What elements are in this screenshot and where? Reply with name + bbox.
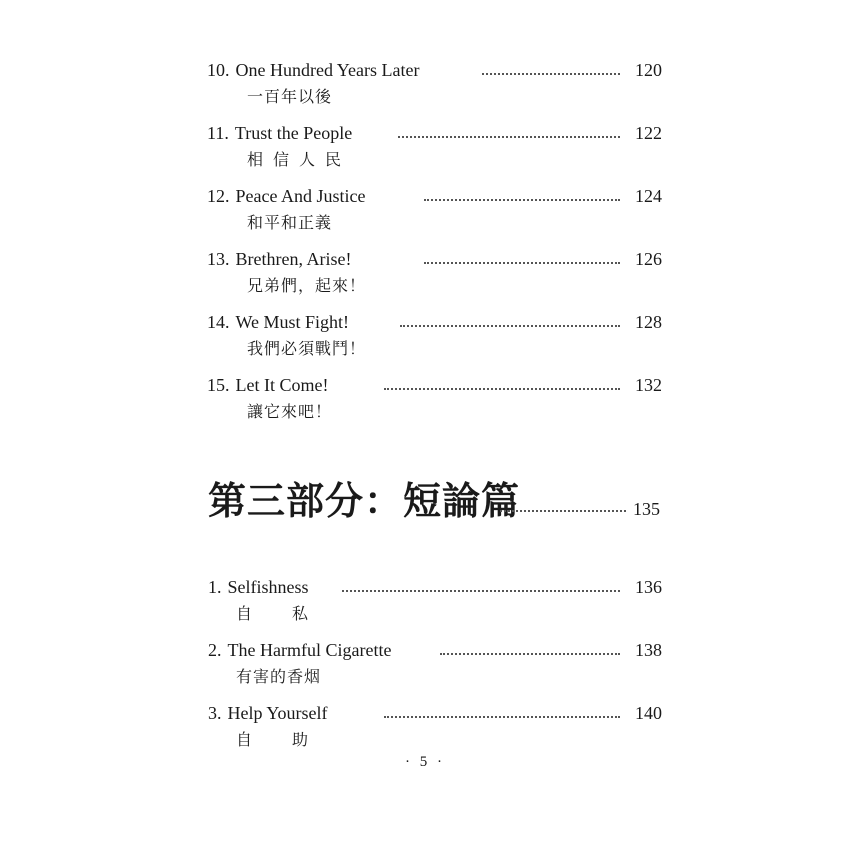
- dot-leader: [384, 714, 620, 718]
- toc-entry-title-line: [208, 574, 309, 600]
- toc-entry-title: The Harmful Cigarette: [227, 640, 392, 660]
- toc-entry-page: 122: [635, 123, 662, 143]
- toc-entry: [0, 700, 850, 760]
- toc-entry-subtitle: 有害的香烟: [236, 667, 322, 686]
- toc-entry-subtitle: 自私: [236, 604, 349, 623]
- toc-entry-subtitle: 我們必須戰鬥！: [247, 339, 367, 358]
- toc-entry-number: 11.: [207, 123, 229, 143]
- toc-entry-number: 2.: [208, 640, 222, 660]
- toc-entry-page: 132: [635, 375, 662, 395]
- toc-entry-subtitle: 兄弟們，起來！: [247, 276, 367, 295]
- toc-entry-title-line: [208, 637, 391, 663]
- dot-leader: [342, 588, 620, 592]
- toc-entry: [0, 246, 850, 306]
- dot-leader: [400, 323, 620, 327]
- toc-entry-title: One Hundred Years Later: [235, 60, 420, 80]
- toc-entry-number: 1.: [208, 577, 222, 597]
- toc-entry-number: 3.: [208, 703, 222, 723]
- toc-entry-subtitle: 讓它來吧！: [247, 402, 333, 421]
- toc-entry-subtitle: 自助: [236, 730, 349, 749]
- toc-entry-number: 10.: [207, 60, 230, 80]
- toc-entry-number: 14.: [207, 312, 230, 332]
- toc-entry-subtitle: 一百年以後: [247, 87, 333, 106]
- toc-entry-number: 13.: [207, 249, 230, 269]
- dot-leader: [424, 197, 620, 201]
- toc-entry-page: 136: [635, 577, 662, 597]
- toc-entry: [0, 183, 850, 243]
- toc-entry-title: Let It Come!: [235, 375, 329, 395]
- dot-leader: [482, 71, 620, 75]
- dot-leader: [384, 386, 620, 390]
- toc-entry-title-line: [207, 246, 351, 272]
- toc-entry: [0, 57, 850, 117]
- toc-entry-title-line: [207, 120, 352, 146]
- toc-entry-title: Trust the People: [234, 123, 353, 143]
- toc-entry: [0, 574, 850, 634]
- toc-entry-title: Brethren, Arise!: [235, 249, 352, 269]
- section-title: 第三部分：短論篇: [208, 479, 521, 523]
- toc-entry-subtitle: 相信人民: [247, 150, 352, 169]
- toc-entry-subtitle: 和平和正義: [247, 213, 333, 232]
- toc-entry: [0, 372, 850, 432]
- toc-entry: [0, 120, 850, 180]
- dot-leader: [440, 651, 620, 655]
- toc-entry-page: 128: [635, 312, 662, 332]
- dot-leader: [398, 134, 620, 138]
- dot-leader: [424, 260, 620, 264]
- toc-entry-page: 126: [635, 249, 662, 269]
- toc-entry: [0, 637, 850, 697]
- page-folio: · 5 ·: [405, 754, 445, 770]
- toc-entry-title-line: [207, 57, 419, 83]
- toc-entry-page: 138: [635, 640, 662, 660]
- toc-entry-page: 120: [635, 60, 662, 80]
- toc-entry-title: Peace And Justice: [235, 186, 366, 206]
- section-heading: [208, 478, 660, 528]
- toc-entry-title: We Must Fight!: [235, 312, 350, 332]
- toc-entry-title-line: [207, 183, 365, 209]
- toc-entry-number: 15.: [207, 375, 230, 395]
- toc-entry-page: 124: [635, 186, 662, 206]
- section-page: 135: [633, 499, 660, 519]
- toc-entry-number: 12.: [207, 186, 230, 206]
- toc-entry-title: Help Yourself: [227, 703, 328, 723]
- toc-entry-page: 140: [635, 703, 662, 723]
- dot-leader: [500, 510, 626, 512]
- toc-entry-title-line: [208, 700, 328, 726]
- toc-entry-title-line: [207, 372, 328, 398]
- toc-entry-title-line: [207, 309, 349, 335]
- toc-entry: [0, 309, 850, 369]
- toc-entry-title: Selfishness: [227, 577, 309, 597]
